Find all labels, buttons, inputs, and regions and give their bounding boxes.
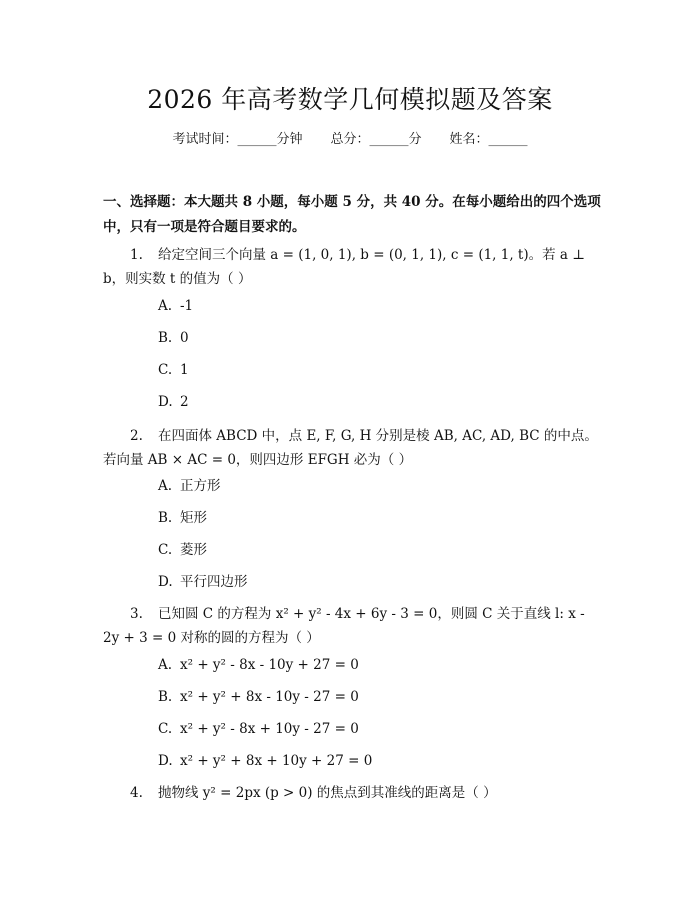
exam-time-field: 考试时间：______分钟 (172, 132, 303, 147)
option-letter: C. (158, 362, 173, 378)
exam-info-row (0, 130, 700, 150)
option-letter: C. (158, 721, 173, 737)
option-letter: B. (158, 689, 173, 705)
section-heading: 一、选择题：本大题共 8 小题，每小题 5 分，共 40 分。在每小题给出的四个选项中，只有一项是符合题目要求的。 (103, 194, 601, 235)
answer-option (158, 328, 598, 348)
answer-option (158, 540, 598, 560)
question-number: 1. (130, 247, 143, 263)
option-text: x² + y² + 8x + 10y + 27 = 0 (180, 753, 373, 769)
answer-option (158, 751, 598, 771)
total-score-field: 总分：______分 (330, 132, 422, 147)
option-text: x² + y² - 8x + 10y - 27 = 0 (180, 721, 359, 737)
option-letter: D. (158, 394, 173, 410)
option-letter: B. (158, 510, 173, 526)
answer-option (158, 687, 598, 707)
option-letter: D. (158, 574, 173, 590)
question-stem (103, 243, 601, 291)
option-letter: D. (158, 753, 173, 769)
answer-option (158, 572, 598, 592)
option-text: x² + y² - 8x - 10y + 27 = 0 (180, 657, 359, 673)
option-text: 平行四边形 (180, 574, 248, 590)
question-stem (103, 602, 601, 650)
question-text: 在四面体 ABCD 中，点 E, F, G, H 分别是棱 AB, AC, AD, BC 的中点。若向量 AB × AC = 0，则四边形 EFGH 必为（ ） (103, 428, 598, 468)
question-text: 给定空间三个向量 a = (1, 0, 1), b = (0, 1, 1), c = (1, 1, t)。若 a ⊥ b，则实数 t 的值为（ ） (103, 247, 585, 287)
question-text: 抛物线 y² = 2px (p > 0) 的焦点到其准线的距离是（ ） (158, 785, 497, 801)
question-text: 已知圆 C 的方程为 x² + y² - 4x + 6y - 3 = 0，则圆 C 关于直线 l: x - 2y + 3 = 0 对称的圆的方程为（ ） (103, 606, 585, 646)
option-text: 菱形 (180, 542, 207, 558)
student-name-field: 姓名：______ (449, 132, 528, 147)
answer-option (158, 392, 598, 412)
option-text: 2 (180, 394, 189, 410)
option-letter: A. (158, 478, 173, 494)
option-text: -1 (180, 298, 194, 314)
option-letter: A. (158, 298, 173, 314)
option-letter: B. (158, 330, 173, 346)
answer-option (158, 296, 598, 316)
option-text: 正方形 (180, 478, 221, 494)
page-title: 2026 年高考数学几何模拟题及答案 (147, 85, 553, 114)
option-letter: A. (158, 657, 173, 673)
option-text: 1 (180, 362, 189, 378)
answer-option (158, 508, 598, 528)
question-number: 3. (130, 606, 143, 622)
question-number: 4. (130, 785, 143, 801)
question-stem (103, 781, 601, 805)
answer-option (158, 719, 598, 739)
question-stem (103, 424, 601, 472)
answer-option (158, 360, 598, 380)
option-letter: C. (158, 542, 173, 558)
option-text: 0 (180, 330, 189, 346)
option-text: 矩形 (180, 510, 207, 526)
answer-option (158, 476, 598, 496)
question-number: 2. (130, 428, 143, 444)
answer-option (158, 655, 598, 675)
option-text: x² + y² + 8x - 10y - 27 = 0 (180, 689, 359, 705)
